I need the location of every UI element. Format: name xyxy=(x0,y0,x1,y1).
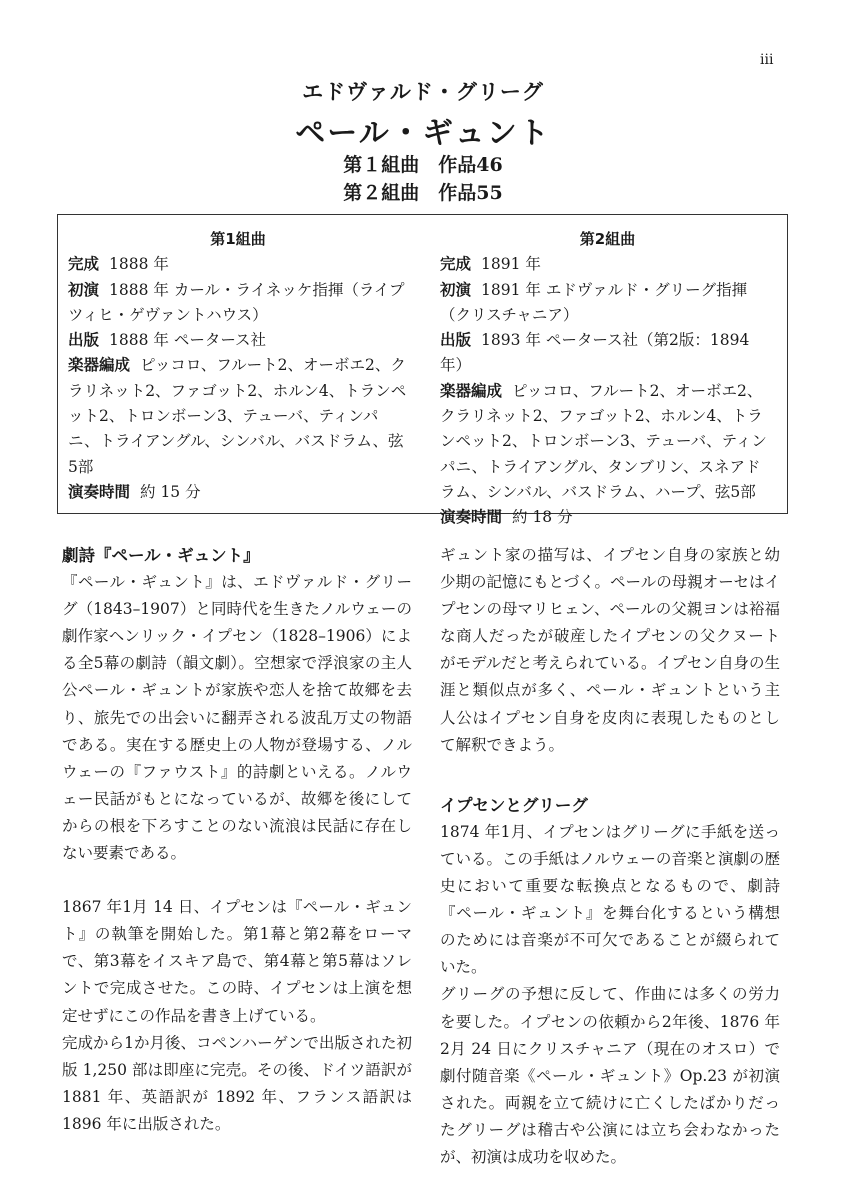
subtitle-suite-2: 第２組曲 作品55 xyxy=(343,182,503,204)
suite-2-heading: 第2組曲 xyxy=(579,230,636,248)
suite-1-heading: 第1組曲 xyxy=(210,230,266,248)
composer-name: エドヴァルド・グリーグ xyxy=(302,80,544,104)
info-entry xyxy=(68,328,408,353)
info-label: 楽器編成 xyxy=(440,381,503,400)
suite-1-info xyxy=(68,227,408,505)
info-label: 初演 xyxy=(68,280,100,299)
paragraph: 1867 年1月 14 日、イプセンは『ペール・ギュント』の執筆を開始した。第1幕と第2幕をローマで、第3幕をイスキア島で、第4幕と第5幕はソレントで完成させた。この時、イプセンは上演を想定せずにこの作品を書き上げている。 xyxy=(62,898,412,1025)
info-label: 完成 xyxy=(440,255,472,274)
info-entry xyxy=(68,252,408,277)
info-text: 約 18 分 xyxy=(512,508,573,527)
paragraph: グリーグの予想に反して、作曲には多くの労力を要した。イプセンの依頼から2年後、1876 年2月 24 日にクリスチャニア（現在のオスロ）で劇付随音楽《ペール・ギュント》Op.23 が初演された。両親を立て続けに亡くしたばかりだったグリーグは稽古や公演には立ち会わなかったが、初演は成功を収めた。 xyxy=(440,985,780,1166)
info-text: 1888 年 ペータース社 xyxy=(109,331,267,350)
paragraph: 1874 年1月、イプセンはグリーグに手紙を送っている。この手紙はノルウェーの音楽と演劇の歴史において重要な転換点となるもので、劇詩『ペール・ギュント』を舞台化するという構想のためには音楽が不可欠であることが綴られていた。 xyxy=(440,822,780,977)
info-entry xyxy=(68,278,408,329)
section-heading-drama: 劇詩『ペール・ギュント』 xyxy=(62,546,260,565)
info-entry xyxy=(440,252,775,277)
info-entry xyxy=(440,328,775,379)
info-text: 1893 年 ペータース社（第2版：1894 年） xyxy=(440,331,750,375)
info-entry xyxy=(440,505,775,530)
subtitle-suite-1: 第１組曲 作品46 xyxy=(343,154,503,176)
paragraph: ギュント家の描写は、イプセン自身の家族と幼少期の記憶にもとづく。ペールの母親オーセはイプセンの母マリヒェン、ペールの父親ヨンは裕福な商人だったが破産したイプセンの父クヌートがモデルだと考えられている。イプセン自身の生涯と類似点が多く、ペール・ギュントという主人公はイプセン自身を皮肉に表現したものとして解釈できよう。 xyxy=(440,546,780,754)
info-label: 完成 xyxy=(68,255,100,274)
page-number: iii xyxy=(760,52,774,68)
info-text: ピッコロ、フルート2、オーボエ2、クラリネット2、ファゴット2、ホルン4、トランペット2、トロンボーン3、テューバ、ティンパニ、トライアングル、タンブリン、スネアドラム、シンバル、バスドラム、ハープ、弦5部 xyxy=(440,381,767,501)
info-label: 演奏時間 xyxy=(68,482,131,501)
info-label: 楽器編成 xyxy=(68,356,131,375)
info-entry xyxy=(440,379,775,505)
paragraph: 『ペール・ギュント』は、エドヴァルド・グリーグ（1843–1907）と同時代を生きたノルウェーの劇作家ヘンリック・イプセン（1828–1906）による全5幕の劇詩（韻文劇）。空想家で浮浪家の主人公ペール・ギュントが家族や恋人を捨て故郷を去り、旅先での出会いに翻弄される波乱万丈の物語である。実在する歴史上の人物が登場する、ノルウェーの『ファウスト』的詩劇といえる。ノルウェー民話がもとになっているが、故郷を後にしてからの根を下ろすことのない流浪は民話に存在しない要素である。 xyxy=(62,573,412,863)
info-entry xyxy=(440,278,775,329)
info-label: 演奏時間 xyxy=(440,508,503,527)
body-column-left xyxy=(62,542,412,1138)
info-text: 1888 年 xyxy=(109,255,169,274)
suite-2-info xyxy=(440,227,775,531)
info-label: 初演 xyxy=(440,280,472,299)
info-text: 1891 年 xyxy=(481,255,541,274)
info-label: 出版 xyxy=(68,331,100,350)
info-text: 約 15 分 xyxy=(140,482,201,501)
work-info-box xyxy=(57,214,788,527)
body-column-right xyxy=(440,542,780,1171)
paragraph: 完成から1か月後、コペンハーゲンで出版された初版 1,250 部は即座に完売。その後、ドイツ語訳が 1881 年、英語訳が 1892 年、フランス語訳は 1896 年に出版された。 xyxy=(62,1033,412,1133)
work-title: ペール・ギュント xyxy=(295,116,551,151)
info-label: 出版 xyxy=(440,331,472,350)
info-entry xyxy=(68,353,408,479)
info-text: 1888 年 カール・ライネッケ指揮（ライプツィヒ・ゲヴァントハウス） xyxy=(68,280,405,324)
section-heading-ibsen-grieg: イプセンとグリーグ xyxy=(440,795,588,815)
info-text: ピッコロ、フルート2、オーボエ2、クラリネット2、ファゴット2、ホルン4、トランペット2、トロンボーン3、テューバ、ティンパニ、トライアングル、シンバル、バスドラム、弦5部 xyxy=(68,356,407,476)
info-text: 1891 年 エドヴァルド・グリーグ指揮（クリスチャニア） xyxy=(440,280,748,324)
info-entry xyxy=(68,480,408,505)
